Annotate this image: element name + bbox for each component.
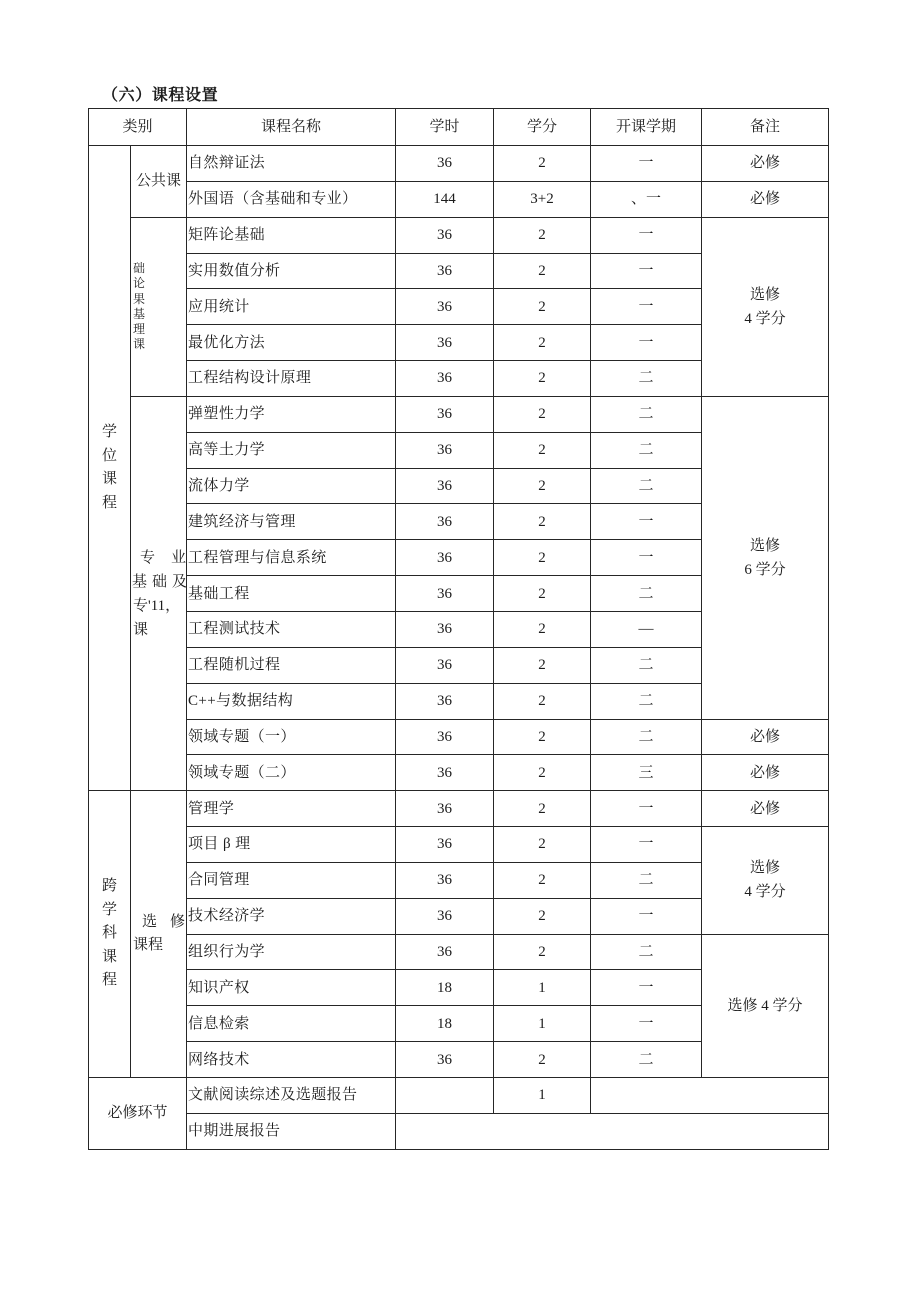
- remark-group-text: [702, 856, 828, 904]
- header-remarks: 备注: [702, 109, 829, 146]
- semester-cell: 三: [591, 755, 702, 791]
- category-label-line: 课程: [133, 937, 164, 954]
- semester-cell: 一: [591, 253, 702, 289]
- credits-cell: 2: [494, 540, 591, 576]
- remark-group-text: [702, 534, 828, 582]
- semester-cell: 一: [591, 217, 702, 253]
- hours-cell: 144: [396, 181, 494, 217]
- course-name-cell: 自然辩证法: [187, 146, 396, 182]
- header-hours: 学时: [396, 109, 494, 146]
- hours-cell: 36: [396, 647, 494, 683]
- hours-cell: 36: [396, 361, 494, 397]
- category-specialized-courses: [131, 396, 203, 790]
- hours-cell: 18: [396, 1006, 494, 1042]
- semester-cell: 二: [591, 719, 702, 755]
- remark-group-cell: 选修 4 学分: [702, 934, 829, 1077]
- category-public-courses: 公共课: [131, 146, 187, 218]
- remark-cell: 必修: [702, 719, 829, 755]
- credits-cell: 3+2: [494, 181, 591, 217]
- category-label-line: 选修: [142, 914, 199, 931]
- semester-cell: 二: [591, 647, 702, 683]
- course-name-cell: 应用统计: [187, 289, 396, 325]
- table-row: [89, 827, 829, 863]
- semester-cell: 二: [591, 468, 702, 504]
- course-name-cell: 信息检索: [187, 1006, 396, 1042]
- credits-cell: 2: [494, 468, 591, 504]
- semester-cell: 、一: [591, 181, 702, 217]
- category-interdisciplinary-courses: [89, 791, 131, 1078]
- hours-cell: 36: [396, 719, 494, 755]
- course-name-cell: 工程结构设计原理: [187, 361, 396, 397]
- semester-cell: 二: [591, 683, 702, 719]
- semester-cell: 二: [591, 862, 702, 898]
- course-name-cell: 合同管理: [187, 862, 396, 898]
- remark-group-cell: [702, 396, 829, 719]
- hours-cell: 36: [396, 934, 494, 970]
- course-name-cell: 领域专题（二）: [187, 755, 396, 791]
- credits-cell: 2: [494, 504, 591, 540]
- header-category: 类别: [89, 109, 187, 146]
- credits-cell: 2: [494, 934, 591, 970]
- table-header-row: [89, 109, 829, 146]
- semester-cell: 一: [591, 325, 702, 361]
- semester-cell: 一: [591, 1006, 702, 1042]
- hours-cell: 36: [396, 683, 494, 719]
- course-name-cell: 工程测试技术: [187, 611, 396, 647]
- hours-cell: 36: [396, 827, 494, 863]
- hours-cell: 36: [396, 253, 494, 289]
- header-semester: 开课学期: [591, 109, 702, 146]
- semester-cell: 一: [591, 289, 702, 325]
- credits-cell: 2: [494, 325, 591, 361]
- semester-cell: 一: [591, 827, 702, 863]
- remark-cell: 必修: [702, 791, 829, 827]
- course-name-cell: 项目 β 理: [187, 827, 396, 863]
- course-name-cell: 最优化方法: [187, 325, 396, 361]
- hours-cell: 36: [396, 146, 494, 182]
- course-name-cell: 中期进展报告: [187, 1113, 396, 1149]
- course-name-cell: 建筑经济与管理: [187, 504, 396, 540]
- remark-group-text: [702, 283, 828, 331]
- semester-cell: 二: [591, 432, 702, 468]
- category-label-line: 基础及: [132, 573, 193, 590]
- category-label-line: 专业: [140, 549, 203, 566]
- semester-cell: 二: [591, 396, 702, 432]
- credits-cell: 2: [494, 791, 591, 827]
- table-row: [89, 755, 829, 791]
- remark-line: 6 学分: [744, 561, 786, 578]
- hours-cell: 36: [396, 791, 494, 827]
- hours-cell: 36: [396, 396, 494, 432]
- hours-cell: 36: [396, 217, 494, 253]
- course-name-cell: 外国语（含基础和专业）: [187, 181, 396, 217]
- hours-cell: 36: [396, 540, 494, 576]
- category-degree-courses: [89, 146, 131, 791]
- course-name-cell: C++与数据结构: [187, 683, 396, 719]
- remark-line: 选修: [750, 537, 781, 554]
- semester-cell: 一: [591, 791, 702, 827]
- remark-line: 选修: [750, 860, 781, 877]
- hours-cell: 36: [396, 898, 494, 934]
- table-row: [89, 934, 829, 970]
- course-name-cell: 流体力学: [187, 468, 396, 504]
- remark-cell: 必修: [702, 755, 829, 791]
- course-name-cell: 文献阅读综述及选题报告: [187, 1077, 396, 1113]
- table-row: [89, 1077, 829, 1113]
- remark-cell: 必修: [702, 146, 829, 182]
- semester-cell: 一: [591, 146, 702, 182]
- semester-cell: 一: [591, 540, 702, 576]
- hours-cell: 36: [396, 432, 494, 468]
- course-name-cell: 网络技术: [187, 1042, 396, 1078]
- credits-cell: 2: [494, 1042, 591, 1078]
- course-name-cell: 高等土力学: [187, 432, 396, 468]
- semester-cell: 一: [591, 504, 702, 540]
- category-label: 跨学科课程: [101, 878, 117, 989]
- hours-cell: 36: [396, 504, 494, 540]
- category-required-steps: 必修环节: [89, 1077, 187, 1149]
- credits-cell: 2: [494, 611, 591, 647]
- semester-cell: 一: [591, 970, 702, 1006]
- empty-cell: [396, 1113, 829, 1149]
- course-name-cell: 基础工程: [187, 576, 396, 612]
- hours-cell: 36: [396, 468, 494, 504]
- credits-cell: 2: [494, 683, 591, 719]
- semester-cell: 二: [591, 576, 702, 612]
- semester-cell: 二: [591, 934, 702, 970]
- credits-cell: 1: [494, 970, 591, 1006]
- remark-cell: 必修: [702, 181, 829, 217]
- credits-cell: 2: [494, 289, 591, 325]
- empty-cell: [591, 1077, 829, 1113]
- credits-cell: 2: [494, 647, 591, 683]
- credits-cell: 2: [494, 576, 591, 612]
- credits-cell: 2: [494, 755, 591, 791]
- hours-cell: 36: [396, 576, 494, 612]
- hours-cell: [396, 1077, 494, 1113]
- table-row: [89, 181, 829, 217]
- section-title: （六）课程设置: [102, 87, 219, 104]
- course-name-cell: 工程管理与信息系统: [187, 540, 396, 576]
- category-label: 学位课程: [101, 423, 117, 511]
- remark-line: 4 学分: [744, 884, 786, 901]
- hours-cell: 36: [396, 755, 494, 791]
- table-row: [89, 146, 829, 182]
- course-name-cell: 管理学: [187, 791, 396, 827]
- table-row: [89, 791, 829, 827]
- semester-cell: 二: [591, 1042, 702, 1078]
- table-row: [89, 396, 829, 432]
- category-label-line: 课: [133, 621, 149, 638]
- course-name-cell: 工程随机过程: [187, 647, 396, 683]
- credits-cell: 2: [494, 432, 591, 468]
- category-elective-courses: [131, 791, 199, 1078]
- semester-cell: 一: [591, 898, 702, 934]
- course-name-cell: 组织行为学: [187, 934, 396, 970]
- credits-cell: 2: [494, 396, 591, 432]
- hours-cell: 18: [396, 970, 494, 1006]
- category-basic-theory-courses: [131, 217, 187, 396]
- course-name-cell: 知识产权: [187, 970, 396, 1006]
- remark-group-cell: [702, 217, 829, 396]
- course-name-cell: 领域专题（一）: [187, 719, 396, 755]
- category-label: [131, 546, 203, 642]
- credits-cell: 1: [494, 1006, 591, 1042]
- course-name-cell: 实用数值分析: [187, 253, 396, 289]
- header-credits: 学分: [494, 109, 591, 146]
- course-table: [88, 108, 829, 1150]
- course-name-cell: 弹塑性力学: [187, 396, 396, 432]
- credits-cell: 2: [494, 253, 591, 289]
- hours-cell: 36: [396, 862, 494, 898]
- header-course-name: 课程名称: [187, 109, 396, 146]
- semester-cell: 二: [591, 361, 702, 397]
- remark-line: 选修: [750, 286, 781, 303]
- hours-cell: 36: [396, 1042, 494, 1078]
- category-label: [131, 911, 199, 957]
- credits-cell: 1: [494, 1077, 591, 1113]
- credits-cell: 2: [494, 719, 591, 755]
- category-label: 础论果基理课: [133, 261, 146, 352]
- credits-cell: 2: [494, 217, 591, 253]
- table-row: [89, 1113, 829, 1149]
- hours-cell: 36: [396, 611, 494, 647]
- category-label-line: 专'11，: [133, 597, 181, 614]
- course-name-cell: 技术经济学: [187, 898, 396, 934]
- credits-cell: 2: [494, 827, 591, 863]
- semester-cell: —: [591, 611, 702, 647]
- credits-cell: 2: [494, 862, 591, 898]
- course-name-cell: 矩阵论基础: [187, 217, 396, 253]
- remark-group-cell: [702, 827, 829, 935]
- table-row: [89, 719, 829, 755]
- remark-line: 4 学分: [744, 310, 786, 327]
- hours-cell: 36: [396, 289, 494, 325]
- hours-cell: 36: [396, 325, 494, 361]
- table-row: [89, 217, 829, 253]
- credits-cell: 2: [494, 898, 591, 934]
- credits-cell: 2: [494, 146, 591, 182]
- credits-cell: 2: [494, 361, 591, 397]
